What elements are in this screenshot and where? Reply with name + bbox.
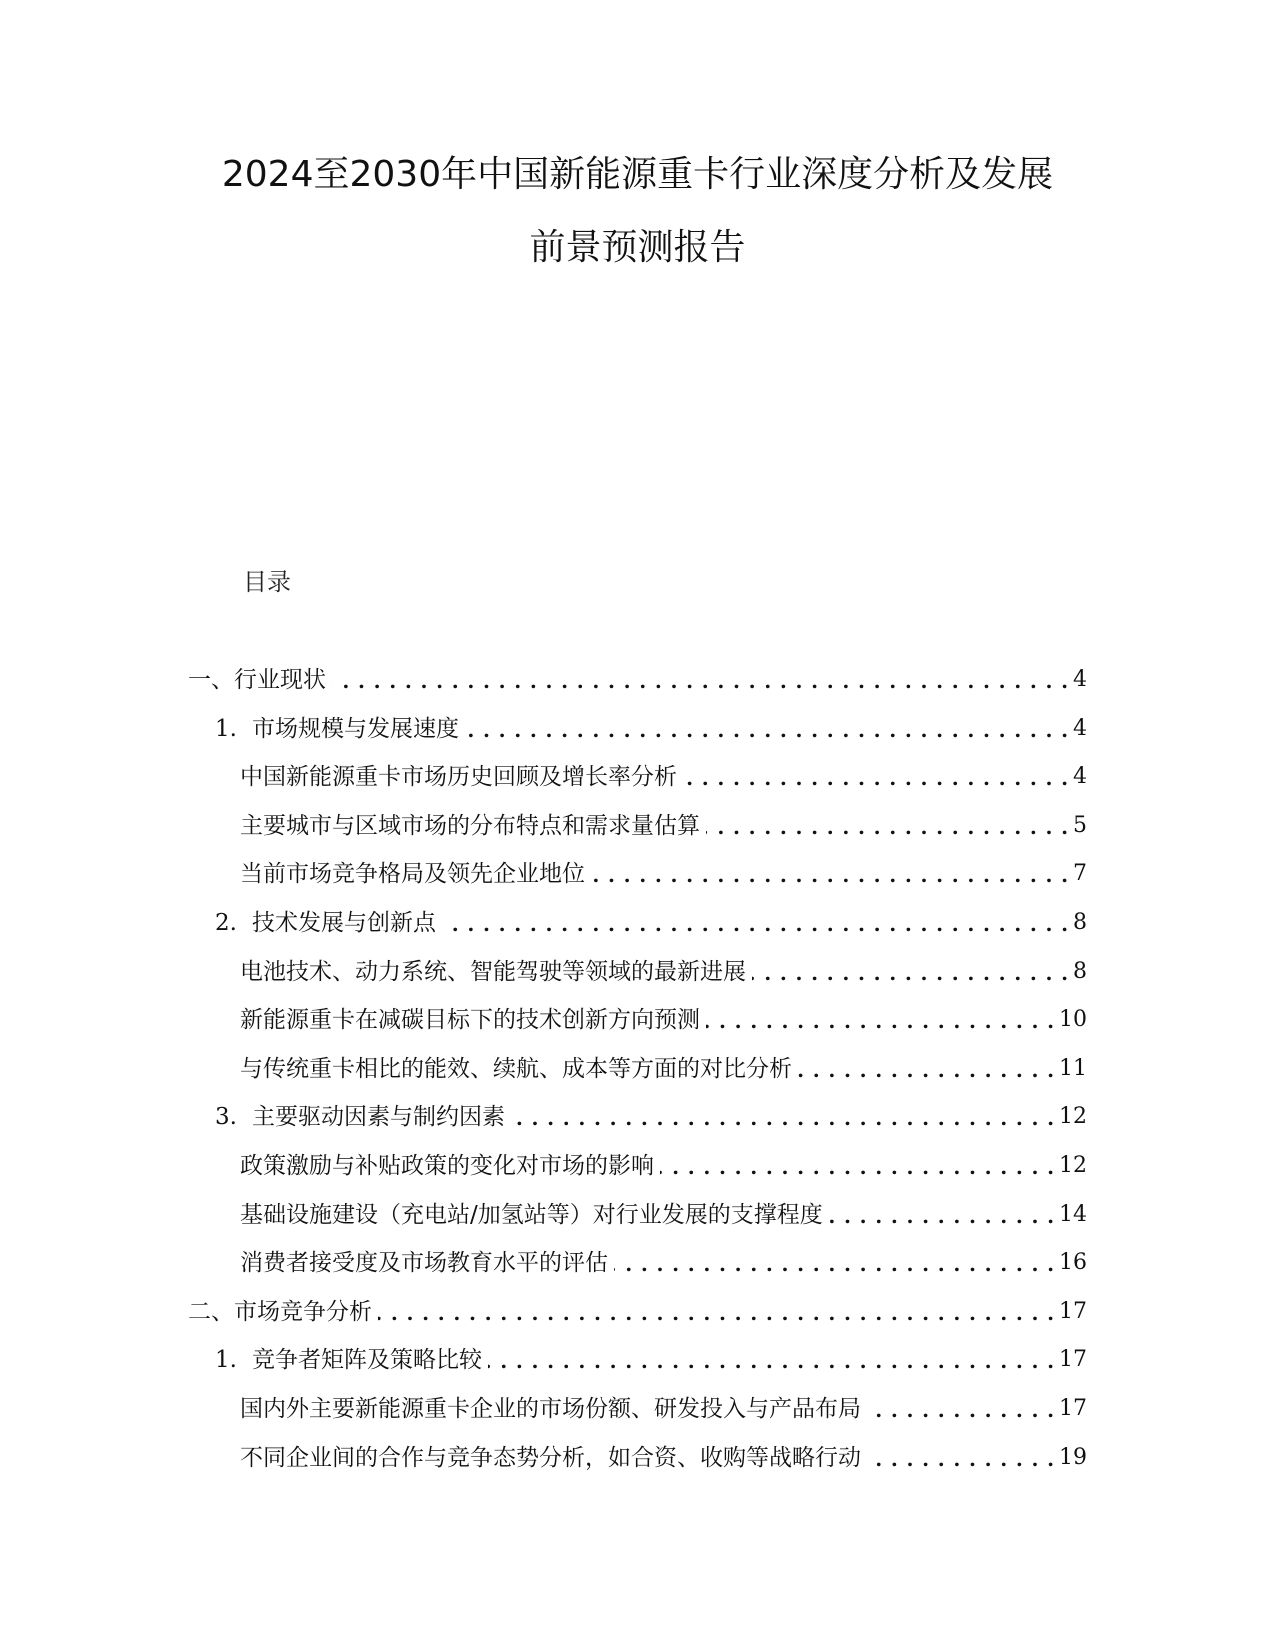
toc-entry-label: 市场竞争分析 bbox=[234, 1298, 372, 1325]
toc-entry-label: 基础设施建设（充电站/加氢站等）对行业发展的支撑程度 bbox=[240, 1201, 823, 1228]
toc-entry-page: 17 bbox=[1059, 1396, 1087, 1421]
dot-leader bbox=[867, 1441, 1055, 1475]
toc-entry-market-size[interactable] bbox=[215, 712, 1087, 746]
toc-entry-page: 8 bbox=[1073, 910, 1087, 935]
toc-entry-page: 16 bbox=[1059, 1250, 1087, 1276]
dot-leader bbox=[591, 857, 1069, 891]
toc-entry-page: 14 bbox=[1059, 1201, 1087, 1227]
toc-entry-label: 主要驱动因素与制约因素 bbox=[252, 1104, 505, 1131]
dot-leader bbox=[683, 760, 1069, 794]
toc-entry-label: 技术发展与创新点 bbox=[252, 910, 436, 936]
toc-entry-number: 2. bbox=[215, 910, 237, 936]
dot-leader bbox=[706, 809, 1069, 843]
dot-leader bbox=[465, 712, 1069, 746]
dot-leader bbox=[488, 1343, 1055, 1377]
dot-leader bbox=[829, 1198, 1055, 1232]
toc-entry-page: 4 bbox=[1073, 764, 1087, 790]
toc-entry-infrastructure[interactable] bbox=[240, 1198, 1087, 1232]
dot-leader bbox=[378, 1295, 1055, 1329]
dot-leader bbox=[867, 1392, 1055, 1426]
toc-entry-tech-development[interactable] bbox=[215, 906, 1087, 940]
toc-entry-label: 电池技术、动力系统、智能驾驶等领域的最新进展 bbox=[240, 958, 746, 985]
toc-entry-page: 12 bbox=[1059, 1104, 1087, 1130]
toc-entry-policy-incentives[interactable] bbox=[240, 1149, 1087, 1183]
toc-entry-consumer-acceptance[interactable] bbox=[240, 1246, 1087, 1280]
toc-entry-label: 与传统重卡相比的能效、续航、成本等方面的对比分析 bbox=[240, 1055, 792, 1082]
toc-entry-page: 12 bbox=[1059, 1153, 1087, 1178]
toc-entry-competitor-matrix[interactable] bbox=[215, 1343, 1087, 1377]
toc-entry-industry-status[interactable] bbox=[188, 663, 1087, 697]
toc-entry-label: 消费者接受度及市场教育水平的评估 bbox=[240, 1250, 608, 1277]
toc-entry-comparison[interactable] bbox=[240, 1052, 1087, 1086]
toc-entry-label: 当前市场竞争格局及领先企业地位 bbox=[240, 861, 585, 888]
dot-leader bbox=[706, 1003, 1055, 1037]
toc-entry-label: 新能源重卡在减碳目标下的技术创新方向预测 bbox=[240, 1007, 700, 1034]
dot-leader bbox=[798, 1052, 1055, 1086]
toc-entry-label: 中国新能源重卡市场历史回顾及增长率分析 bbox=[240, 764, 677, 791]
toc-entry-page: 17 bbox=[1059, 1347, 1087, 1373]
document-title-line-1: 2024至2030年中国新能源重卡行业深度分析及发展 bbox=[221, 154, 1054, 195]
toc-entry-page: 4 bbox=[1073, 667, 1087, 692]
toc-entry-number: 一、 bbox=[188, 667, 234, 693]
toc-entry-drivers[interactable] bbox=[215, 1100, 1087, 1134]
toc-entry-page: 5 bbox=[1073, 812, 1087, 838]
toc-entry-page: 10 bbox=[1059, 1007, 1087, 1033]
dot-leader bbox=[332, 663, 1069, 697]
toc-entry-page: 11 bbox=[1059, 1055, 1087, 1081]
toc-entry-label: 行业现状 bbox=[234, 667, 326, 693]
toc-entry-page: 8 bbox=[1073, 958, 1087, 984]
toc-entry-page: 7 bbox=[1073, 861, 1087, 887]
toc-entry-label: 主要城市与区域市场的分布特点和需求量估算 bbox=[240, 812, 700, 839]
toc-entry-number: 1. bbox=[215, 1347, 237, 1374]
document-title-line-2: 前景预测报告 bbox=[529, 227, 746, 268]
toc-entry-cooperation-competition[interactable] bbox=[240, 1441, 1087, 1475]
toc-entry-number: 二、 bbox=[188, 1298, 234, 1325]
toc-entry-market-share[interactable] bbox=[240, 1392, 1087, 1426]
toc-heading: 目录 bbox=[243, 568, 291, 596]
toc-entry-regional-distribution[interactable] bbox=[240, 809, 1087, 843]
toc-entry-number: 1. bbox=[215, 715, 237, 742]
toc-entry-label: 竞争者矩阵及策略比较 bbox=[252, 1347, 482, 1374]
toc-entry-market-competition[interactable] bbox=[188, 1295, 1087, 1329]
dot-leader bbox=[511, 1100, 1055, 1134]
toc-entry-carbon-reduction[interactable] bbox=[240, 1003, 1087, 1037]
toc-entry-battery-tech[interactable] bbox=[240, 955, 1087, 989]
toc-entry-label: 政策激励与补贴政策的变化对市场的影响 bbox=[240, 1153, 654, 1179]
toc-entry-history-review[interactable] bbox=[240, 760, 1087, 794]
dot-leader bbox=[442, 906, 1069, 940]
toc-entry-label: 市场规模与发展速度 bbox=[252, 715, 459, 742]
toc-entry-label: 不同企业间的合作与竞争态势分析，如合资、收购等战略行动 bbox=[240, 1444, 861, 1471]
toc-entry-label: 国内外主要新能源重卡企业的市场份额、研发投入与产品布局 bbox=[240, 1396, 861, 1422]
dot-leader bbox=[660, 1149, 1055, 1183]
toc-entry-page: 4 bbox=[1073, 715, 1087, 741]
dot-leader bbox=[614, 1246, 1055, 1280]
dot-leader bbox=[752, 955, 1069, 989]
toc-entry-number: 3. bbox=[215, 1104, 237, 1131]
toc-entry-competition-landscape[interactable] bbox=[240, 857, 1087, 891]
toc-entry-page: 17 bbox=[1059, 1298, 1087, 1324]
toc-entry-page: 19 bbox=[1059, 1444, 1087, 1470]
